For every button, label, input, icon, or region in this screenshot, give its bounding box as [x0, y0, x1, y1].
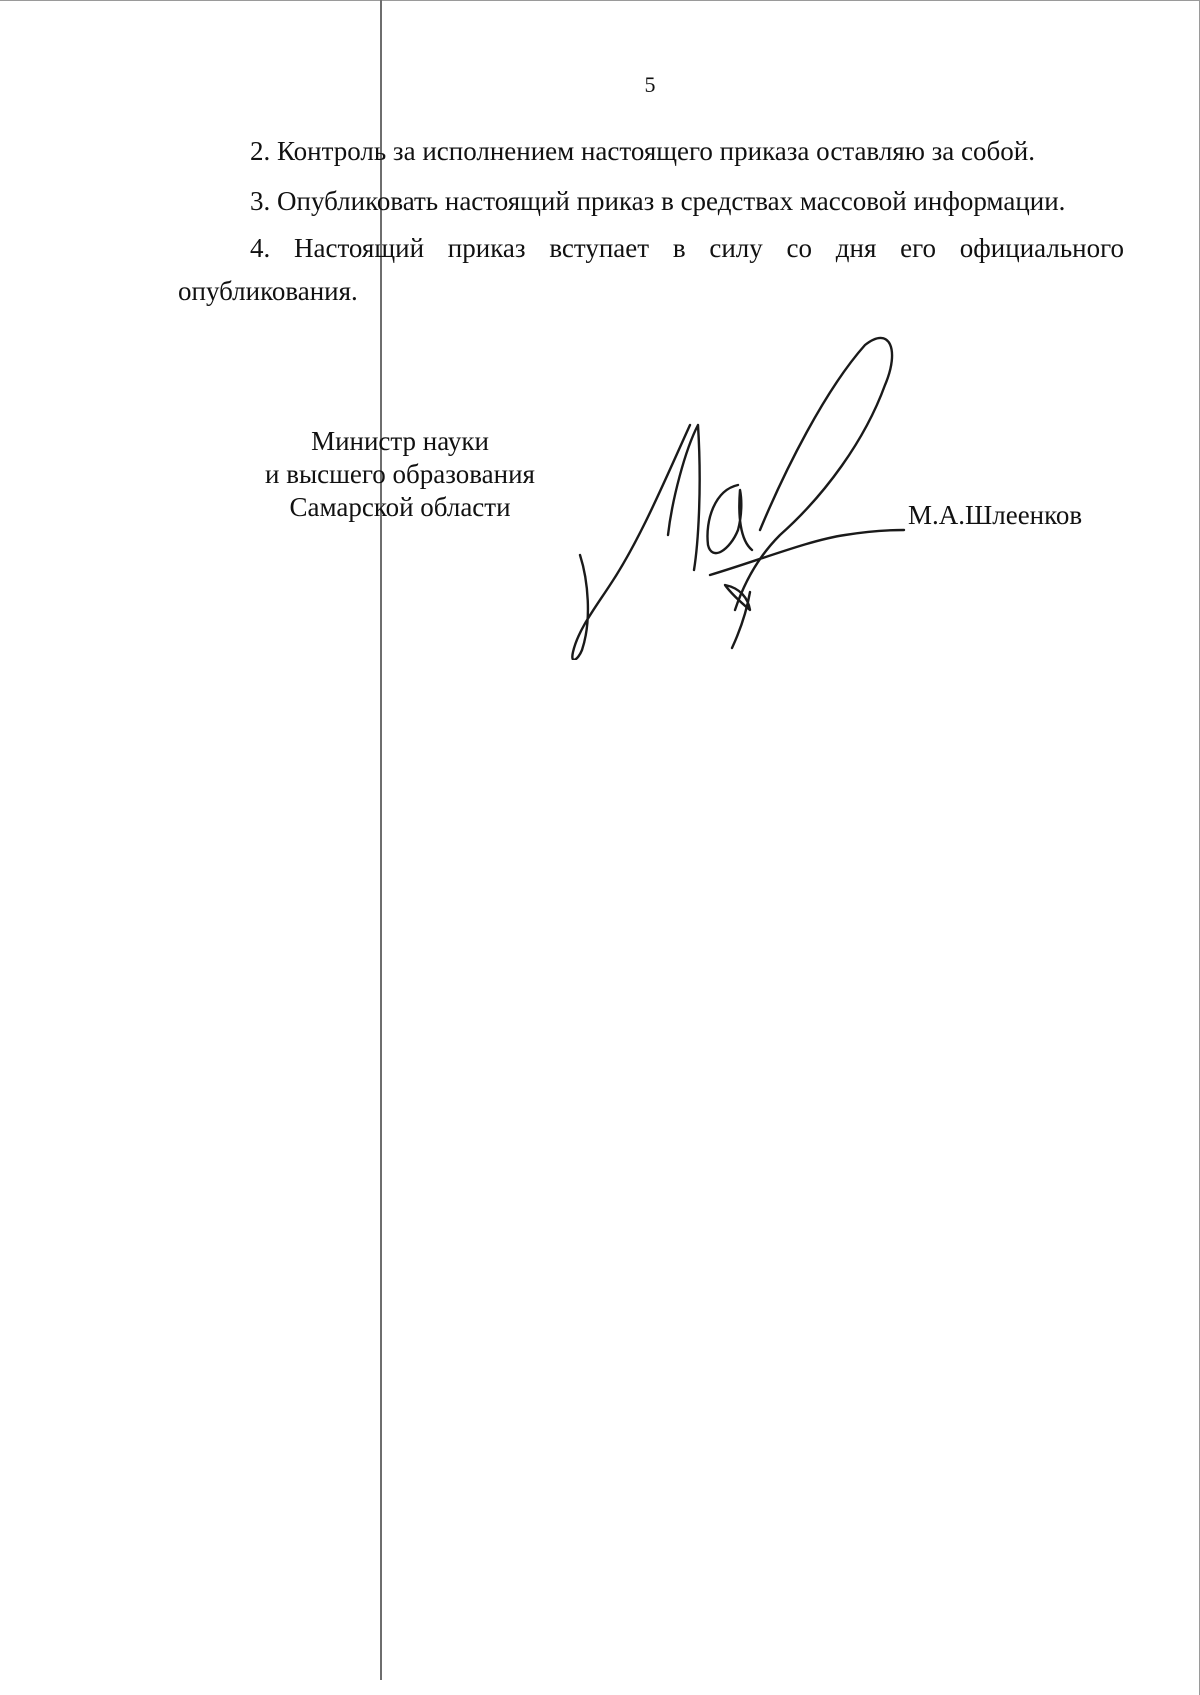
handwritten-signature	[570, 330, 910, 660]
signatory-title-line-3: Самарской области	[289, 492, 511, 522]
paragraph-4-first-line: 4. Настоящий приказ вступает в силу со дня его официального	[250, 233, 1124, 263]
paragraph-4-continuation: опубликования.	[178, 276, 358, 306]
page-number: 5	[644, 72, 656, 97]
scan-edge-top	[0, 0, 1200, 1]
signatory-title	[230, 425, 570, 524]
signatory-title-line-1: Министр науки	[311, 426, 489, 456]
signatory-title-line-2: и высшего образования	[265, 459, 535, 489]
signer-name: М.А.Шлеенков	[908, 500, 1083, 530]
paragraph-2: 2. Контроль за исполнением настоящего приказа оставляю за собой.	[250, 136, 1035, 166]
paragraph-3: 3. Опубликовать настоящий приказ в средствах массовой информации.	[250, 186, 1066, 216]
paragraph-4	[178, 227, 1124, 313]
document-body	[178, 130, 1124, 320]
